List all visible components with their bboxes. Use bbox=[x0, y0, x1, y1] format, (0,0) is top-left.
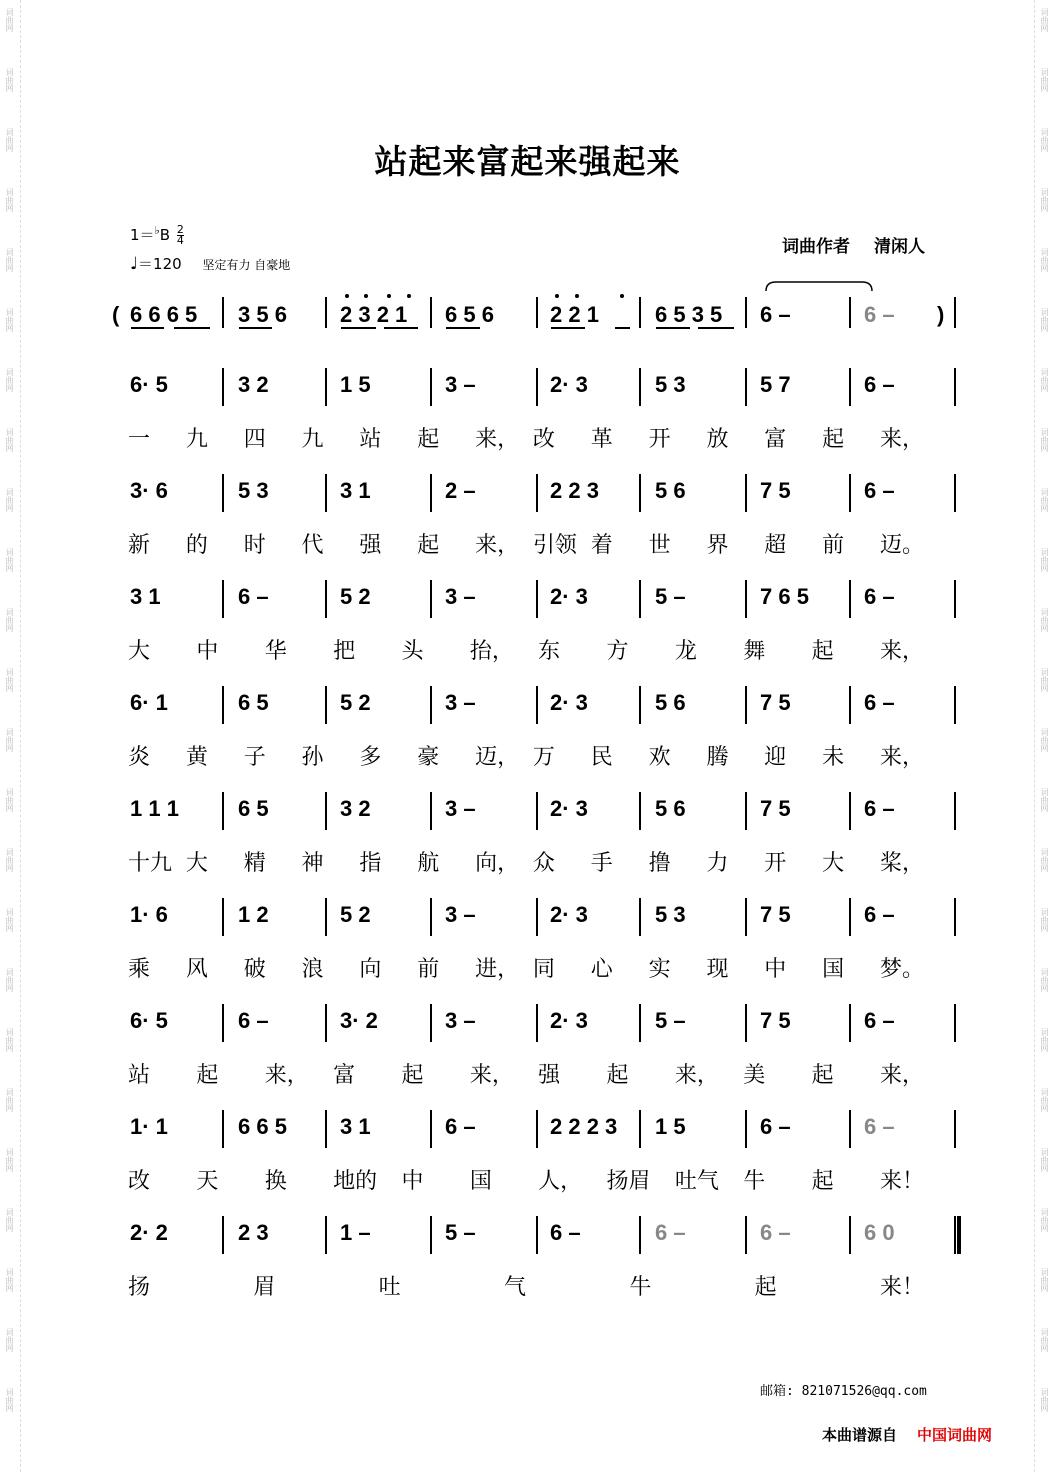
lyric-syllable: 一 bbox=[128, 427, 151, 452]
lyric-syllable: 来！ bbox=[880, 1275, 925, 1300]
watermark-text: 词曲网 bbox=[1040, 608, 1049, 632]
lyric-syllable: 九 bbox=[185, 427, 208, 452]
measure-notes: 6 – bbox=[864, 796, 895, 821]
measure-notes: 1· 6 bbox=[130, 902, 168, 927]
measure-notes: 7 5 bbox=[760, 796, 791, 821]
measure-notes: 3 1 bbox=[130, 584, 161, 609]
measure-notes: 1· 1 bbox=[130, 1114, 168, 1139]
watermark-text: 词曲网 bbox=[1040, 188, 1049, 212]
lyric-syllable: 东 bbox=[538, 639, 561, 664]
lyric-syllable: 放 bbox=[706, 427, 729, 452]
lyric-syllable: 开 bbox=[764, 851, 787, 876]
lyric-syllable: 扬眉 bbox=[606, 1169, 651, 1194]
measure-notes: 6 – bbox=[760, 1220, 791, 1245]
lyric-syllable: 欢 bbox=[648, 745, 671, 770]
intro-bar-5: 2 2 1 bbox=[550, 302, 599, 327]
watermark-text: 词曲网 bbox=[5, 1148, 14, 1172]
lyric-syllable: 富 bbox=[333, 1063, 356, 1088]
contact-email: 邮箱: 821071526@qq.com bbox=[760, 1384, 927, 1399]
watermark-text: 词曲网 bbox=[1040, 548, 1049, 572]
measure-notes: 3 1 bbox=[340, 478, 371, 503]
author-label: 词曲作者 bbox=[782, 237, 850, 257]
measure-notes: 3 – bbox=[445, 902, 476, 927]
lyric-syllable: 改 bbox=[128, 1169, 151, 1194]
lyric-syllable: 站 bbox=[128, 1063, 151, 1088]
measure-notes: 5 2 bbox=[340, 902, 371, 927]
lyric-syllable: 来， bbox=[880, 639, 925, 664]
lyric-syllable: 来， bbox=[674, 1063, 719, 1088]
lyric-syllable: 龙 bbox=[674, 639, 697, 664]
lyric-syllable: 起 bbox=[811, 639, 834, 664]
measure-notes: 6 – bbox=[445, 1114, 476, 1139]
watermark-text: 词曲网 bbox=[5, 968, 14, 992]
lyric-syllable: 向， bbox=[475, 851, 520, 876]
lyric-syllable: 腾 bbox=[706, 745, 729, 770]
watermark-text: 词曲网 bbox=[1040, 968, 1049, 992]
measure-notes: 3· 6 bbox=[130, 478, 168, 503]
lyric-syllable: 人， bbox=[538, 1169, 583, 1194]
lyric-syllable: 起 bbox=[401, 1063, 424, 1088]
measure-notes: 6 – bbox=[238, 1008, 269, 1033]
watermark-text: 词曲网 bbox=[1040, 668, 1049, 692]
lyric-syllable: 力 bbox=[706, 851, 729, 876]
watermark-text: 词曲网 bbox=[1040, 488, 1049, 512]
lyric-syllable: 四 bbox=[243, 427, 266, 452]
measure-notes: 6 – bbox=[760, 1114, 791, 1139]
lyric-syllable: 破 bbox=[243, 957, 266, 982]
watermark-text: 词曲网 bbox=[1040, 1088, 1049, 1112]
lyric-syllable: 吐 bbox=[378, 1275, 401, 1300]
measure-notes: 1 5 bbox=[340, 372, 371, 397]
lyric-syllable: 方 bbox=[606, 639, 629, 664]
measure-notes: 2· 3 bbox=[550, 372, 588, 397]
measure-notes: 6 – bbox=[864, 690, 895, 715]
lyric-syllable: 气 bbox=[504, 1275, 527, 1300]
lyric-syllable: 豪 bbox=[417, 745, 440, 770]
measure-notes: 2· 3 bbox=[550, 690, 588, 715]
measure-notes: 6 – bbox=[864, 1008, 895, 1033]
lyric-syllable: 航 bbox=[417, 851, 440, 876]
measure-notes: 5 2 bbox=[340, 690, 371, 715]
lyric-syllable: 子 bbox=[243, 745, 266, 770]
intro-bar-1: 6 6 6 5 bbox=[130, 302, 198, 327]
measure-notes: 3 2 bbox=[238, 372, 269, 397]
lyric-syllable: 新 bbox=[128, 533, 151, 558]
lyric-syllable: 国 bbox=[469, 1169, 492, 1194]
measure-notes: 3 – bbox=[445, 372, 476, 397]
lyric-syllable: 九 bbox=[301, 427, 324, 452]
lyric-syllable: 大 bbox=[185, 851, 208, 876]
watermark-text: 词曲网 bbox=[1040, 908, 1049, 932]
flat-sign: ♭ bbox=[154, 224, 160, 237]
intro-bar-4: 6 5 6 bbox=[445, 302, 494, 327]
watermark-text: 词曲网 bbox=[5, 848, 14, 872]
lyric-syllable: 国 bbox=[822, 957, 845, 982]
lyric-syllable: 多 bbox=[359, 745, 382, 770]
melody-rows bbox=[128, 368, 959, 1300]
watermark-text: 词曲网 bbox=[1040, 248, 1049, 272]
intro-bar-2: 3 5 6 bbox=[238, 302, 287, 327]
measure-notes: 6 6 5 bbox=[238, 1114, 287, 1139]
watermark-text: 词曲网 bbox=[5, 548, 14, 572]
watermark-text: 词曲网 bbox=[5, 488, 14, 512]
measure-notes: 5 3 bbox=[238, 478, 269, 503]
intro-bar-3: 2 3 2 1 bbox=[340, 302, 408, 327]
measure-notes: 6 – bbox=[238, 584, 269, 609]
lyric-syllable: 来， bbox=[264, 1063, 309, 1088]
lyric-syllable: 众 bbox=[532, 851, 555, 876]
watermark-text: 词曲网 bbox=[1040, 1388, 1049, 1412]
watermark-text: 词曲网 bbox=[5, 128, 14, 152]
lyric-syllable: 大 bbox=[128, 639, 151, 664]
measure-notes: 2· 3 bbox=[550, 1008, 588, 1033]
lyric-syllable: 着 bbox=[590, 533, 613, 558]
lyric-syllable: 起 bbox=[811, 1063, 834, 1088]
lyric-syllable: 地的 bbox=[333, 1169, 378, 1194]
watermark-text: 词曲网 bbox=[1040, 68, 1049, 92]
watermark-text: 词曲网 bbox=[5, 908, 14, 932]
lyric-syllable: 强 bbox=[359, 533, 382, 558]
quarter-note-icon: ♩ bbox=[130, 254, 139, 274]
watermark-text: 词曲网 bbox=[5, 608, 14, 632]
measure-notes: 3 2 bbox=[340, 796, 371, 821]
measure-notes: 7 5 bbox=[760, 1008, 791, 1033]
footer-source bbox=[822, 1424, 992, 1445]
lyric-syllable: 代 bbox=[301, 533, 324, 558]
measure-notes: 1 5 bbox=[655, 1114, 686, 1139]
lyric-syllable: 起 bbox=[417, 427, 440, 452]
watermark-text: 词曲网 bbox=[5, 728, 14, 752]
watermark-text: 词曲网 bbox=[1040, 1148, 1049, 1172]
watermark-text: 词曲网 bbox=[5, 1208, 14, 1232]
lyric-syllable: 牛 bbox=[629, 1275, 652, 1300]
lyric-syllable: 同 bbox=[532, 957, 555, 982]
lyric-syllable: 前 bbox=[822, 533, 845, 558]
lyric-syllable: 来， bbox=[475, 427, 520, 452]
meter-bottom: 4 bbox=[176, 234, 184, 247]
lyric-syllable: 起 bbox=[417, 533, 440, 558]
lyric-syllable: 起 bbox=[196, 1063, 219, 1088]
lyric-syllable: 风 bbox=[185, 957, 208, 982]
intro-bar-7: 6 – bbox=[760, 302, 791, 327]
score-line bbox=[128, 898, 955, 982]
measure-notes: 5 3 bbox=[655, 902, 686, 927]
measure-notes: 6 5 bbox=[238, 796, 269, 821]
lyric-syllable: 现 bbox=[706, 957, 729, 982]
lyric-syllable: 炎 bbox=[128, 745, 151, 770]
lyric-syllable: 民 bbox=[590, 745, 613, 770]
score-line bbox=[128, 1004, 955, 1088]
lyric-syllable: 心 bbox=[590, 957, 613, 982]
watermark-text: 词曲网 bbox=[1040, 728, 1049, 752]
lyric-syllable: 世 bbox=[648, 533, 671, 558]
measure-notes: 2 2 2 3 bbox=[550, 1114, 618, 1139]
measure-notes: 6 – bbox=[864, 1114, 895, 1139]
measure-notes: 6 – bbox=[655, 1220, 686, 1245]
measure-notes: 6· 1 bbox=[130, 690, 168, 715]
lyric-syllable: 抬， bbox=[469, 639, 514, 664]
lyric-syllable: 未 bbox=[822, 745, 845, 770]
measure-notes: 5 – bbox=[445, 1220, 476, 1245]
lyric-syllable: 起 bbox=[811, 1169, 834, 1194]
measure-notes: 3· 2 bbox=[340, 1008, 378, 1033]
watermark-text: 词曲网 bbox=[5, 248, 14, 272]
lyric-syllable: 富 bbox=[764, 427, 787, 452]
lyric-syllable: 神 bbox=[301, 851, 324, 876]
lyric-syllable: 精 bbox=[243, 851, 266, 876]
measure-notes: 6 – bbox=[864, 372, 895, 397]
measure-notes: 2· 3 bbox=[550, 584, 588, 609]
lyric-syllable: 天 bbox=[196, 1169, 219, 1194]
lyric-syllable: 向 bbox=[359, 957, 382, 982]
watermark-text: 词曲网 bbox=[1040, 128, 1049, 152]
lyric-syllable: 站 bbox=[359, 427, 382, 452]
lyric-syllable: 强 bbox=[538, 1063, 561, 1088]
measure-notes: 3 – bbox=[445, 690, 476, 715]
lyric-syllable: 前 bbox=[417, 957, 440, 982]
watermark-text: 词曲网 bbox=[1040, 1028, 1049, 1052]
lyric-syllable: 来！ bbox=[880, 1169, 925, 1194]
tie-arc bbox=[766, 282, 872, 291]
svg-text:(: ( bbox=[112, 302, 120, 327]
watermark-text: 词曲网 bbox=[1040, 428, 1049, 452]
lyric-syllable: 来， bbox=[469, 1063, 514, 1088]
intro-bar-8: 6 – bbox=[864, 302, 895, 327]
score-line bbox=[128, 368, 955, 452]
watermark-text: 词曲网 bbox=[1040, 1208, 1049, 1232]
watermark-text: 词曲网 bbox=[1040, 848, 1049, 872]
lyric-syllable: 大 bbox=[822, 851, 845, 876]
lyric-syllable: 来， bbox=[880, 745, 925, 770]
measure-notes: 5 – bbox=[655, 584, 686, 609]
watermark-text: 词曲网 bbox=[5, 308, 14, 332]
watermark-text: 词曲网 bbox=[5, 8, 14, 32]
score-line bbox=[128, 1110, 955, 1194]
lyric-syllable: 美 bbox=[743, 1063, 766, 1088]
lyric-syllable: 撸 bbox=[648, 851, 671, 876]
lyric-syllable: 眉 bbox=[253, 1275, 276, 1300]
lyric-syllable: 吐气 bbox=[674, 1169, 719, 1194]
measure-notes: 2· 3 bbox=[550, 796, 588, 821]
watermark-text: 词曲网 bbox=[5, 1088, 14, 1112]
intro-bar-6: 6 5 3 5 bbox=[655, 302, 723, 327]
lyric-syllable: 指 bbox=[359, 851, 382, 876]
measure-notes: 2· 3 bbox=[550, 902, 588, 927]
measure-notes: 2· 2 bbox=[130, 1220, 168, 1245]
measure-notes: 1 – bbox=[340, 1220, 371, 1245]
measure-notes: 7 6 5 bbox=[760, 584, 809, 609]
watermark-text: 词曲网 bbox=[5, 1388, 14, 1412]
lyric-syllable: 中 bbox=[196, 639, 219, 664]
lyric-syllable: 迎 bbox=[764, 745, 787, 770]
watermark-text: 词曲网 bbox=[5, 788, 14, 812]
lyric-syllable: 桨， bbox=[880, 851, 925, 876]
lyric-syllable: 浪 bbox=[301, 957, 324, 982]
watermark-text: 词曲网 bbox=[5, 1268, 14, 1292]
lyric-syllable: 起 bbox=[606, 1063, 629, 1088]
measure-notes: 7 5 bbox=[760, 478, 791, 503]
measure-notes: 5 2 bbox=[340, 584, 371, 609]
measure-notes: 6 – bbox=[864, 584, 895, 609]
lyric-syllable: 起 bbox=[754, 1275, 777, 1300]
measure-notes: 5 6 bbox=[655, 796, 686, 821]
measure-notes: 2 – bbox=[445, 478, 476, 503]
lyric-syllable: 引领 bbox=[532, 533, 577, 558]
lyric-syllable: 手 bbox=[590, 851, 613, 876]
lyric-syllable: 改 bbox=[532, 427, 555, 452]
intro-row bbox=[112, 282, 955, 328]
footer-site-link[interactable]: 中国词曲网 bbox=[917, 1426, 993, 1444]
lyric-syllable: 中 bbox=[764, 957, 787, 982]
watermark-text: 词曲网 bbox=[5, 428, 14, 452]
lyric-syllable: 开 bbox=[648, 427, 671, 452]
measure-notes: 6 – bbox=[864, 902, 895, 927]
lyric-syllable: 来， bbox=[880, 1063, 925, 1088]
watermark-text: 词曲网 bbox=[5, 1028, 14, 1052]
measure-notes: 3 – bbox=[445, 584, 476, 609]
lyric-syllable: 扬 bbox=[128, 1275, 151, 1300]
watermark-text: 词曲网 bbox=[1040, 1268, 1049, 1292]
lyric-syllable: 迈。 bbox=[880, 533, 925, 558]
score-line bbox=[128, 474, 955, 558]
watermark-text: 词曲网 bbox=[5, 68, 14, 92]
watermark-text: 词曲网 bbox=[5, 188, 14, 212]
lyric-syllable: 牛 bbox=[743, 1169, 766, 1194]
lyric-syllable: 华 bbox=[264, 639, 287, 664]
measure-notes: 5 – bbox=[655, 1008, 686, 1033]
score-line bbox=[128, 580, 955, 664]
measure-notes: 7 5 bbox=[760, 690, 791, 715]
lyric-syllable: 十九 bbox=[128, 851, 173, 876]
measure-notes: 6· 5 bbox=[130, 1008, 168, 1033]
footer-source-label: 本曲谱源自 bbox=[822, 1426, 898, 1444]
score-line bbox=[128, 1216, 955, 1300]
lyric-syllable: 万 bbox=[532, 745, 555, 770]
measure-notes: 7 5 bbox=[760, 902, 791, 927]
lyric-syllable: 迈， bbox=[475, 745, 520, 770]
watermark-text: 词曲网 bbox=[1040, 788, 1049, 812]
lyric-syllable: 换 bbox=[264, 1169, 287, 1194]
author-name: 清闲人 bbox=[874, 237, 925, 257]
lyric-syllable: 梦。 bbox=[880, 957, 925, 982]
measure-notes: 3 1 bbox=[340, 1114, 371, 1139]
watermark-text: 词曲网 bbox=[1040, 368, 1049, 392]
score-line bbox=[128, 686, 955, 770]
measure-notes: 5 3 bbox=[655, 372, 686, 397]
measure-notes: 3 – bbox=[445, 1008, 476, 1033]
lyric-syllable: 的 bbox=[185, 533, 208, 558]
measure-notes: 6 0 bbox=[864, 1220, 895, 1245]
measure-notes: 1 1 1 bbox=[130, 796, 179, 821]
watermark-text: 词曲网 bbox=[5, 1328, 14, 1352]
measure-notes: 2 3 bbox=[238, 1220, 269, 1245]
lyric-syllable: 中 bbox=[401, 1169, 424, 1194]
lyric-syllable: 起 bbox=[822, 427, 845, 452]
measure-notes: 5 6 bbox=[655, 690, 686, 715]
lyric-syllable: 时 bbox=[243, 533, 266, 558]
lyric-syllable: 孙 bbox=[301, 745, 324, 770]
measure-notes: 6 – bbox=[550, 1220, 581, 1245]
lyric-syllable: 把 bbox=[333, 639, 356, 664]
measure-notes: 5 6 bbox=[655, 478, 686, 503]
lyric-syllable: 来， bbox=[880, 427, 925, 452]
measure-notes: 6 – bbox=[864, 478, 895, 503]
expression-marking: 坚定有力 自豪地 bbox=[202, 258, 291, 272]
lyric-syllable: 进， bbox=[475, 957, 520, 982]
watermark-text: 词曲网 bbox=[5, 368, 14, 392]
lyric-syllable: 黄 bbox=[185, 745, 208, 770]
lyric-syllable: 头 bbox=[401, 639, 424, 664]
measure-notes: 1 2 bbox=[238, 902, 269, 927]
song-title: 站起来富起来强起来 bbox=[374, 142, 681, 181]
lyric-syllable: 界 bbox=[706, 533, 729, 558]
watermark-text: 词曲网 bbox=[1040, 308, 1049, 332]
lyric-syllable: 乘 bbox=[128, 957, 151, 982]
lyric-syllable: 舞 bbox=[743, 639, 766, 664]
measure-notes: 6 5 bbox=[238, 690, 269, 715]
lyric-syllable: 来， bbox=[475, 533, 520, 558]
key-note: B bbox=[159, 226, 171, 244]
measure-notes: 6· 5 bbox=[130, 372, 168, 397]
score-line bbox=[128, 792, 955, 876]
meter-top: 2 bbox=[176, 223, 184, 236]
lyric-syllable: 超 bbox=[764, 533, 787, 558]
tempo-bpm: ＝120 bbox=[138, 255, 182, 273]
key-prefix: 1＝ bbox=[130, 226, 155, 244]
measure-notes: 3 – bbox=[445, 796, 476, 821]
measure-notes: 2 2 3 bbox=[550, 478, 599, 503]
watermark-text: 词曲网 bbox=[5, 668, 14, 692]
svg-text:): ) bbox=[937, 302, 945, 327]
lyric-syllable: 实 bbox=[648, 957, 671, 982]
measure-notes: 5 7 bbox=[760, 372, 791, 397]
watermark-text: 词曲网 bbox=[1040, 8, 1049, 32]
watermark-text: 词曲网 bbox=[1040, 1328, 1049, 1352]
lyric-syllable: 革 bbox=[590, 427, 613, 452]
